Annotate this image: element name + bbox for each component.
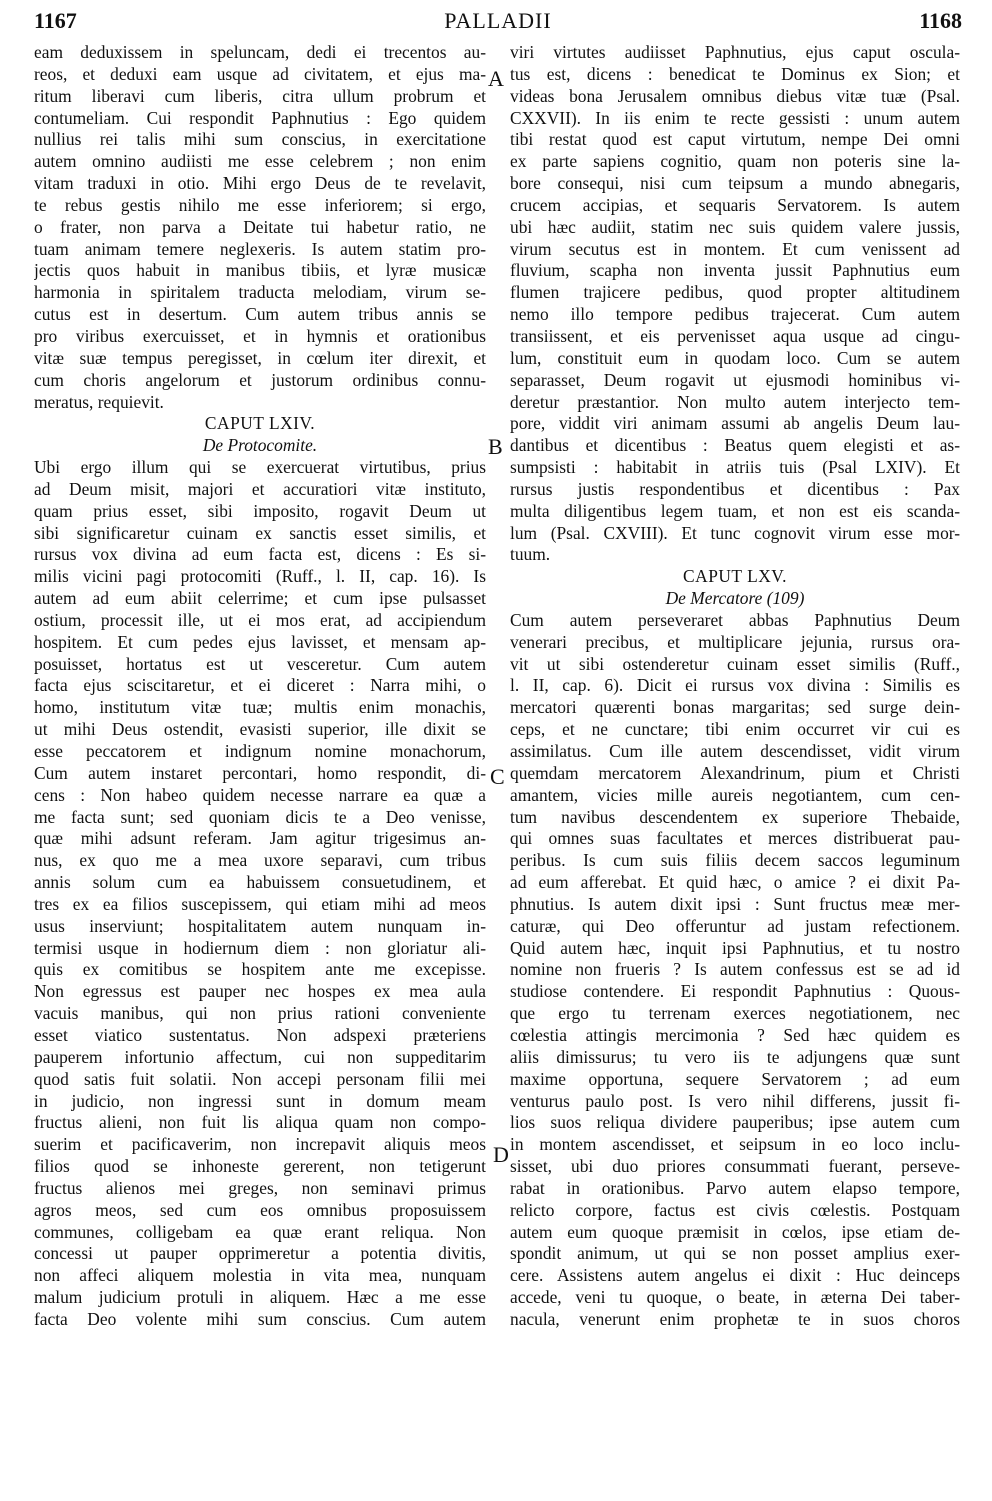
right-text-line: lios suos reliqua dividere pauperibus; ipse autem cum [510, 1112, 960, 1133]
right-text-line: peribus. Is cum suis filiis decem saccos leguminum [510, 850, 960, 871]
left-text-line: nullius rei talis mihi sum conscius, in exercitatione [34, 129, 486, 150]
left-text-line: facta Deo volente mihi sum conscius. Cum autem [34, 1308, 486, 1329]
right-text-line: multa diligentibus legem tuam, et non est eis scanda- [510, 500, 960, 521]
right-text-line: relicto corpore, factus est civis cœlestis. Postquam [510, 1199, 960, 1220]
right-text-line: accede, veni tu quoque, o beate, in æterna Dei taber- [510, 1287, 960, 1308]
right-text-line: aliis dimissurus; tu vero iis te adjungens quæ sunt [510, 1046, 960, 1067]
left-text-line: me facta sunt; sed quoniam dicis te a Deo venisse, [34, 806, 486, 827]
left-text-line: Non egressus est pauper nec hospes ex mea aula [34, 981, 486, 1002]
right-text-line: sumpsisti : habitabit in atriis tuis (Psal LXIV). Et [510, 457, 960, 478]
left-text-line: autem omnino audiisti me esse celebrem ; non enim [34, 151, 486, 172]
left-text-line: in judicio, non ingressi sunt in domum meam [34, 1090, 486, 1111]
right-text-line: caturæ, qui Deo offeruntur ad justam refectionem. [510, 915, 960, 936]
right-text-line: vit ut sibi ostenderetur cuinam esset similis (Ruff., [510, 653, 960, 674]
right-text-line: virum secutus est in montem. Et cum venissent ad [510, 238, 960, 259]
right-text-line: pore, viddit viri animam assumi ab angelis Deum lau- [510, 413, 960, 434]
right-text-line: rursus justis respondentibus et dicentibus : Pax [510, 478, 960, 499]
left-text-line: esset viatico sustentatus. Non adspexi præteriens [34, 1024, 486, 1045]
right-text-line: tus est, dicens : benedicat te Dominus ex Sion; et [510, 63, 960, 84]
left-text-line: ritum liberavi cum liberis, citra ullum probrum et [34, 85, 486, 106]
right-text-line: venturus paulo post. Is vero nihil differens, jussit fi- [510, 1090, 960, 1111]
right-text-line: assimilatus. Cum ille autem descendisset, vidit virum [510, 741, 960, 761]
left-text-line: vitæ suæ tempus peregisset, in cœlum iter direxit, et [34, 347, 486, 368]
right-text-line: rabat in orationibus. Parvo autem elapso tempore, [510, 1177, 960, 1198]
right-text-line: qui omnes suas facultates et merces distribuerat pau- [510, 828, 960, 849]
left-text-line: communes, colligebam ea quæ erant reliqua. Non [34, 1221, 486, 1242]
left-text-line: facta ejus sciscitaretur, et ei diceret : Narra mihi, o [34, 675, 486, 696]
right-text-line: ad eum afferebat. Et quid hæc, o amice ? ei dixit Pa- [510, 872, 960, 893]
right-text-line: ex parte sapiens cognitio, quam non poteris sine la- [510, 151, 960, 172]
left-text-line: quam prius esset, sibi imposito, rogavit Deum ut [34, 500, 486, 521]
margin-marker-c: C [490, 764, 505, 789]
right-text-line: CXXVII). In iis enim te recte gessisti : unum autem [510, 107, 960, 128]
left-text-line: esse peccatorem et indignum nomine monachorum, [34, 741, 486, 761]
left-text-line: posuisset, hortatus est ut vesceretur. Cum autem [34, 653, 486, 674]
right-text-line: tum navibus descendentem ex superiore Thebaide, [510, 806, 960, 827]
right-text-line: separasset, Deum rogavit ut ejusmodi hominibus vi- [510, 369, 960, 390]
left-text-line: annis solum cum ea habuissem consuetudinem, et [34, 872, 486, 893]
right-text-line: nacula, venerunt enim prophetæ te in suos choros [510, 1308, 960, 1329]
left-text-line: contumeliam. Cui respondit Paphnutius : Ego quidem [34, 107, 486, 128]
left-text-line: tres ex ea filios suscepissem, qui etiam mihi ad meos [34, 893, 486, 914]
right-text-line: mercatori quærenti bonas margaritas; sed surge dein- [510, 697, 960, 718]
right-text-line: tibi restat quod est caput virtutum, nempe Dei omni [510, 129, 960, 150]
right-text-line: cœlestia attingis mercimonia ? Sed hæc quidem es [510, 1024, 960, 1045]
running-title: PALLADII [444, 8, 552, 33]
margin-marker-a: A [488, 66, 504, 91]
left-text-line: eam deduxissem in speluncam, dedi ei trecentos au- [34, 42, 486, 62]
right-text-line: spondit animum, ut qui se non posset amplius exer- [510, 1243, 960, 1264]
right-text-line: viri virtutes audiisset Paphnutius, ejus caput oscula- [510, 42, 960, 62]
right-text-line: cere. Assistens autem angelus ei dixit : Huc deinceps [510, 1265, 960, 1286]
right-text-line: videas bona Jerusalem omnibus diebus vitæ tuæ (Psal. [510, 85, 960, 106]
left-text-line: agros meos, sed cum eos omnibus proposuissem [34, 1199, 486, 1220]
left-text-line: nus, ex quo me a mea uxore separavi, cum tribus [34, 850, 486, 871]
left-text-line: pauperem infortunio affectum, cui non suppeditarim [34, 1046, 486, 1067]
left-text-line: reos, et deduxi eam usque ad civitatem, et ejus ma- [34, 63, 486, 84]
page-number-left: 1167 [34, 8, 77, 33]
left-chapter-heading: CAPUT LXIV. [204, 413, 316, 434]
right-text-line: lum (Psal. CXVIII). Et tunc cognovit virum esse mor- [510, 522, 960, 543]
right-text-line: l. II, cap. 6). Dicit ei rursus vox divina : Similis es [510, 675, 960, 696]
right-text-line: Quid autem hæc, inquit ipsi Paphnutius, et tu nostro [510, 937, 960, 958]
left-text-line: te rebus gestis nihilo me esse inferiorem; si ergo, [34, 194, 486, 215]
left-text-line: suerim et pacificaverim, non increpavit aliquis meos [34, 1134, 486, 1155]
left-text-line: concessi ut pauper opprimeretur a potentia divitis, [34, 1243, 486, 1264]
right-text-line: autem eum quoque præmisit in cœlos, ipse etiam de- [510, 1221, 960, 1242]
right-chapter-subtitle: De Mercatore (109) [665, 588, 805, 609]
left-text-line: cutus est in desertum. Cum autem tribus annis se [34, 304, 486, 325]
right-text-line: nemo illo tempore pedibus trajecerat. Cum autem [510, 304, 960, 325]
left-text-line: tuam animam temere neglexeris. Is autem statim pro- [34, 238, 486, 259]
left-text-line: ut mihi Deus ostendit, evasisti superior, ille dixit se [34, 719, 486, 740]
left-text-line: rursus vox divina ad eum facta est, dicens : Es si- [34, 544, 486, 565]
left-text-line: fructus alieni, non fuit lis aliqua quam non compo- [34, 1112, 486, 1133]
left-text-line: fructus alienos mei greges, non seminavi primus [34, 1177, 486, 1198]
left-column [34, 42, 486, 1331]
right-text-line: studiose contendere. Ei respondit Paphnutius : Quous- [510, 981, 960, 1002]
right-text-line: maxime opportuna, sequere Servatorem ; ad eum [510, 1068, 960, 1089]
right-column [510, 42, 960, 1331]
left-text-line: ostium, processit ille, ut ei mos erat, ad accipiendum [34, 609, 486, 630]
right-text-line: que ergo tu terrenam exerces negotiationem, nec [510, 1003, 960, 1024]
left-text-line: usus inserviunt; hospitalitatem autem nunquam in- [34, 915, 486, 936]
left-text-line: filios quod se inhoneste gererent, non tetigerunt [34, 1156, 486, 1177]
left-text-line: meratus, requievit. [34, 391, 164, 412]
left-text-line: cum choris angelorum et justorum ordinibus connu- [34, 369, 486, 390]
left-chapter-subtitle: De Protocomite. [202, 435, 318, 456]
right-text-line: lum, constituit eum in quodam loco. Cum se autem [510, 347, 960, 368]
left-text-line: pro viribus exercuisset, et in hymnis et orationibus [34, 325, 486, 346]
left-text-line: ad Deum misit, majori et accuratiori vitæ instituto, [34, 478, 486, 499]
right-text-line: ubi hæc audiit, statim nec suis quidem valere jussis, [510, 216, 960, 237]
left-text-line: jectis quos habuit in manibus tibiis, et lyræ musicæ [34, 260, 486, 281]
left-text-line: o frater, non parva a Deitate tui habetur ratio, ne [34, 216, 486, 237]
left-text-line: vacuis manibus, qui non prius rationi conveniente [34, 1003, 486, 1024]
right-text-line: crucem accipias, et sequaris Servatorem. Is autem [510, 194, 960, 215]
left-text-line: cens : Non habeo quidem necesse narrare ea quæ a [34, 784, 486, 805]
left-text-line: autem ad eum abiit celerrime; et cum ipse pulsasset [34, 588, 486, 609]
left-text-line: sibi significaretur cuinam ex sanctis esset similis, et [34, 522, 486, 543]
right-text-line: phnutius. Is autem dixit ipsi : Sunt fructus meæ mer- [510, 893, 960, 914]
right-text-line: flumen trajicere pedibus, quod propter altitudinem [510, 282, 960, 303]
left-text-line: quæ mihi adsunt referam. Jam agitur trigesimus an- [34, 828, 486, 849]
page-header [34, 8, 962, 38]
margin-marker-d: D [493, 1142, 509, 1167]
margin-marker-b: B [488, 434, 503, 459]
left-text-line: malum judicium protuli in aliquem. Hæc a me esse [34, 1287, 486, 1308]
left-text-line: non affeci aliquem molestia in vita mea, nunquam [34, 1265, 486, 1286]
right-text-line: transiissent, et eis pervenisset aqua usque ad cingu- [510, 325, 960, 346]
left-text-line: homo, institutum vitæ tuæ; multis enim monachis, [34, 697, 486, 718]
right-text-line: ceps, et ne cunctare; tibi enim occurret vir cui es [510, 719, 960, 740]
right-text-line: deretur præstantior. Non multo autem interjecto tem- [510, 391, 960, 412]
right-text-line: venerari precibus, et multiplicare jejunia, rursus ora- [510, 631, 960, 652]
left-text-line: quis ex comitibus se hospitem ante me excepisse. [34, 959, 486, 980]
right-text-line: tuum. [510, 544, 551, 565]
right-text-line: amantem, vicies mille aureis negotiantem, cum cen- [510, 784, 960, 805]
left-text-line: vitam traduxi in otio. Mihi ergo Deus de te revelavit, [34, 173, 486, 194]
right-text-line: quemdam mercatorem Alexandrinum, pium et Christi [510, 762, 960, 783]
right-text-line: Cum autem perseveraret abbas Paphnutius Deum [510, 609, 960, 630]
left-text-line: Cum autem instaret percontari, homo respondit, di- [34, 762, 486, 783]
right-text-line: nomine non frueris ? Is autem confessus est se ad id [510, 959, 960, 980]
right-text-line: bore consequi, nisi cum teipsum a mundo abnegaris, [510, 173, 960, 194]
right-text-line: in montem ascendisset, et seipsum in eo loco inclu- [510, 1134, 960, 1155]
page-number-right: 1168 [919, 8, 962, 33]
left-text-line: hospitem. Et cum pedes ejus lavisset, et mensam ap- [34, 631, 486, 652]
right-text-line: dantibus et dicentibus : Beatus quem elegisti et as- [510, 435, 960, 456]
left-text-line: quod satis fuit solatii. Non accepi personam filii mei [34, 1068, 486, 1089]
left-text-line: milis vicini pagi protocomiti (Ruff., l. II, cap. 16). Is [34, 566, 486, 587]
left-text-line: Ubi ergo illum qui se exercuerat virtutibus, prius [34, 457, 486, 478]
right-text-line: sisset, ubi duo priores consummati fuerant, perseve- [510, 1156, 960, 1177]
left-text-line: harmonia in spiritalem traducta melodiam, virum se- [34, 282, 486, 303]
left-text-line: termisi usque in hodiernum diem : non gloriatur ali- [34, 937, 486, 958]
right-text-line: fluvium, scapha non inventa jussit Paphnutius eum [510, 260, 960, 281]
right-chapter-heading: CAPUT LXV. [683, 566, 787, 587]
